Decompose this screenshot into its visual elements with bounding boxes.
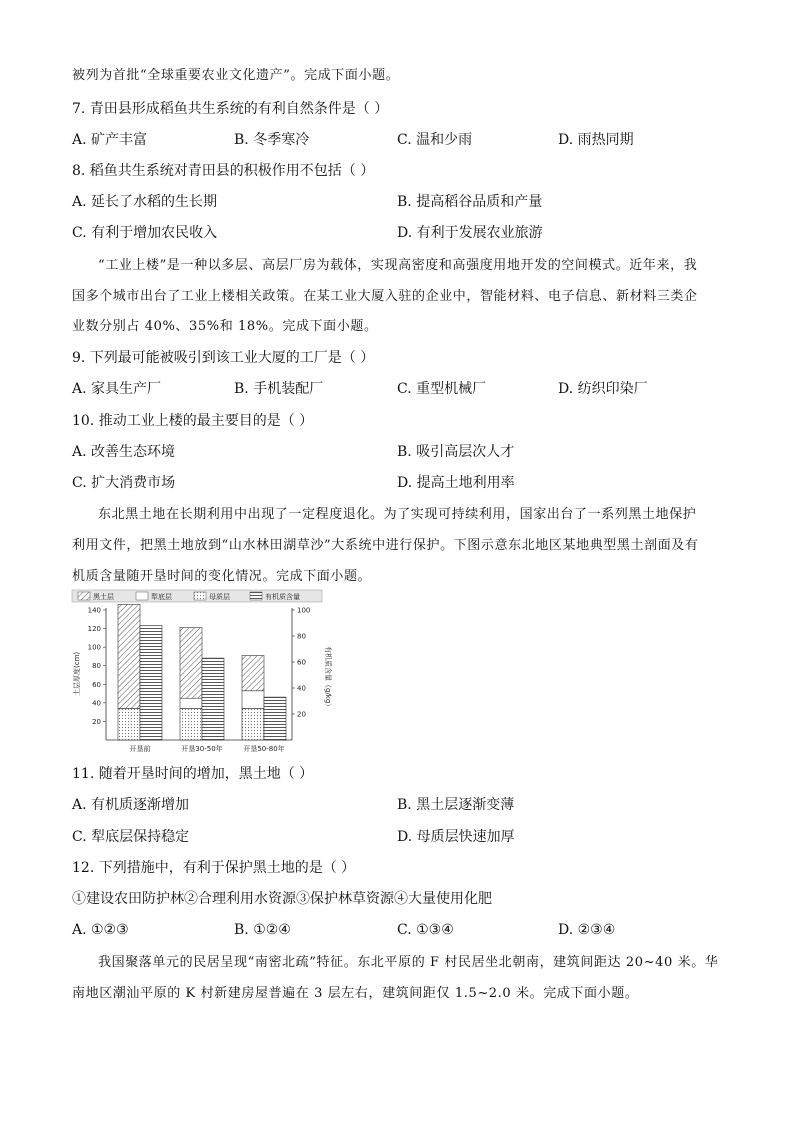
y-left-tick-label: 100 bbox=[87, 643, 101, 652]
question-8-option-c[interactable]: C. 有利于增加农民收入 bbox=[72, 225, 218, 241]
passage-industry-line-1: “工业上楼”是一种以多层、高层厂房为载体，实现高密度和高强度用地开发的空间模式。近年来，我 bbox=[98, 258, 698, 273]
question-12-option-a[interactable]: A. ①②③ bbox=[72, 922, 129, 938]
y-right-tick-label: 80 bbox=[297, 632, 306, 641]
question-12-option-d[interactable]: D. ②③④ bbox=[558, 922, 616, 938]
blacksoil-chart-svg bbox=[70, 588, 330, 760]
y-axis-right-label: 有机质含量（g/kg） bbox=[324, 646, 332, 711]
question-11-option-a[interactable]: A. 有机质逐渐增加 bbox=[72, 797, 190, 813]
passage-industry-line-2: 国多个城市出台了工业上楼相关政策。在某工业大厦入驻的企业中，智能材料、电子信息、新材料三类企 bbox=[72, 289, 698, 304]
passage-blacksoil-line-1: 东北黑土地在长期利用中出现了一定程度退化。为了实现可持续利用，国家出台了一系列黑土地保护 bbox=[98, 507, 697, 522]
passage-industry-line-3: 业数分别占 40%、35%和 18%。完成下面小题。 bbox=[72, 319, 378, 334]
x-category-label: 开垦50-80年 bbox=[243, 745, 285, 753]
question-7-option-c[interactable]: C. 温和少雨 bbox=[397, 132, 473, 148]
y-left-tick-label: 80 bbox=[92, 662, 101, 671]
passage-blacksoil-line-2: 利用文件，把黑土地放到“山水林田湖草沙”大系统中进行保护。下图示意东北地区某地典型黑土剖面及有 bbox=[72, 538, 699, 553]
question-8-option-a[interactable]: A. 延长了水稻的生长期 bbox=[72, 194, 218, 210]
question-8-stem: 8. 稻鱼共生系统对青田县的积极作用不包括（ ） bbox=[72, 163, 375, 179]
question-12-option-c[interactable]: C. ①③④ bbox=[397, 922, 454, 938]
passage-settlement-line-1: 我国聚落单元的民居呈现“南密北疏”特征。东北平原的 F 村民居坐北朝南，建筑间距达 20~40 米。华 bbox=[98, 955, 719, 970]
question-8-option-d[interactable]: D. 有利于发展农业旅游 bbox=[397, 225, 543, 241]
legend-label-black: 黑土层 bbox=[93, 593, 114, 601]
bar-black-layer bbox=[118, 604, 140, 708]
question-9-option-c[interactable]: C. 重型机械厂 bbox=[397, 381, 487, 397]
passage-intro-tail: 被列为首批“全球重要农业文化遗产”。完成下面小题。 bbox=[72, 68, 400, 83]
blacksoil-chart bbox=[70, 588, 330, 760]
legend-swatch-black bbox=[78, 592, 90, 600]
question-8-option-b[interactable]: B. 提高稻谷品质和产量 bbox=[397, 194, 543, 210]
question-10-option-a[interactable]: A. 改善生态环境 bbox=[72, 444, 176, 460]
bar-parent-layer bbox=[242, 708, 264, 740]
bar-organic bbox=[202, 658, 224, 740]
legend-swatch-parent bbox=[194, 592, 206, 600]
y-right-tick-label: 60 bbox=[297, 658, 306, 667]
y-right-tick-label: 40 bbox=[297, 684, 306, 693]
question-9-option-b[interactable]: B. 手机装配厂 bbox=[234, 381, 324, 397]
bar-plow-layer bbox=[180, 698, 202, 708]
question-12-option-b[interactable]: B. ①②④ bbox=[234, 922, 291, 938]
y-left-tick-label: 60 bbox=[92, 680, 101, 689]
question-11-stem: 11. 随着开垦时间的增加，黑土地（ ） bbox=[72, 766, 314, 782]
question-7-option-d[interactable]: D. 雨热同期 bbox=[558, 132, 634, 148]
chart-legend bbox=[72, 590, 322, 602]
y-left-tick-label: 140 bbox=[87, 606, 101, 615]
question-10-option-c[interactable]: C. 扩大消费市场 bbox=[72, 475, 176, 491]
question-9-stem: 9. 下列最可能被吸引到该工业大厦的工厂是（ ） bbox=[72, 350, 375, 366]
question-11-option-b[interactable]: B. 黑土层逐渐变薄 bbox=[397, 797, 515, 813]
y-left-tick-label: 40 bbox=[92, 699, 101, 708]
bar-parent-layer bbox=[180, 708, 202, 740]
y-left-tick-label: 20 bbox=[92, 717, 101, 726]
legend-label-parent: 母质层 bbox=[209, 593, 230, 601]
bar-organic bbox=[140, 626, 162, 740]
y-left-tick-label: 120 bbox=[87, 625, 101, 634]
legend-label-plow: 犁底层 bbox=[151, 593, 172, 601]
legend-swatch-plow bbox=[136, 592, 148, 600]
legend-swatch-organic bbox=[250, 592, 262, 600]
question-10-stem: 10. 推动工业上楼的最主要目的是（ ） bbox=[72, 413, 314, 429]
question-7-option-b[interactable]: B. 冬季寒冷 bbox=[234, 132, 310, 148]
question-12-statements: ①建设农田防护林②合理利用水资源③保护林草资源④大量使用化肥 bbox=[72, 891, 492, 907]
question-11-option-c[interactable]: C. 犁底层保持稳定 bbox=[72, 829, 190, 845]
x-category-label: 开垦30-50年 bbox=[181, 745, 223, 753]
bar-parent-layer bbox=[118, 708, 140, 740]
question-7-option-a[interactable]: A. 矿产丰富 bbox=[72, 132, 148, 148]
legend-label-organic: 有机质含量 bbox=[265, 593, 300, 601]
y-axis-left-label: 土层厚度(cm) bbox=[73, 651, 81, 696]
question-10-option-d[interactable]: D. 提高土地利用率 bbox=[397, 475, 515, 491]
bar-black-layer bbox=[242, 656, 264, 691]
question-9-option-d[interactable]: D. 纺织印染厂 bbox=[558, 381, 648, 397]
question-12-stem: 12. 下列措施中，有利于保护黑土地的是（ ） bbox=[72, 860, 356, 876]
question-7-stem: 7. 青田县形成稻鱼共生系统的有利自然条件是（ ） bbox=[72, 101, 389, 117]
passage-blacksoil-line-3: 机质含量随开垦时间的变化情况。完成下面小题。 bbox=[72, 569, 372, 584]
question-10-option-b[interactable]: B. 吸引高层次人才 bbox=[397, 444, 515, 460]
bar-black-layer bbox=[180, 628, 202, 699]
y-right-tick-label: 100 bbox=[297, 606, 311, 615]
bar-plow-layer bbox=[242, 691, 264, 709]
passage-settlement-line-2: 南地区潮汕平原的 K 村新建房屋普遍在 3 层左右，建筑间距仅 1.5~2.0 米。完成下面小题。 bbox=[72, 986, 639, 1001]
bar-organic bbox=[264, 697, 286, 740]
y-right-tick-label: 20 bbox=[297, 710, 306, 719]
x-category-label: 开垦前 bbox=[129, 745, 151, 753]
question-11-option-d[interactable]: D. 母质层快速加厚 bbox=[397, 829, 515, 845]
question-9-option-a[interactable]: A. 家具生产厂 bbox=[72, 381, 162, 397]
